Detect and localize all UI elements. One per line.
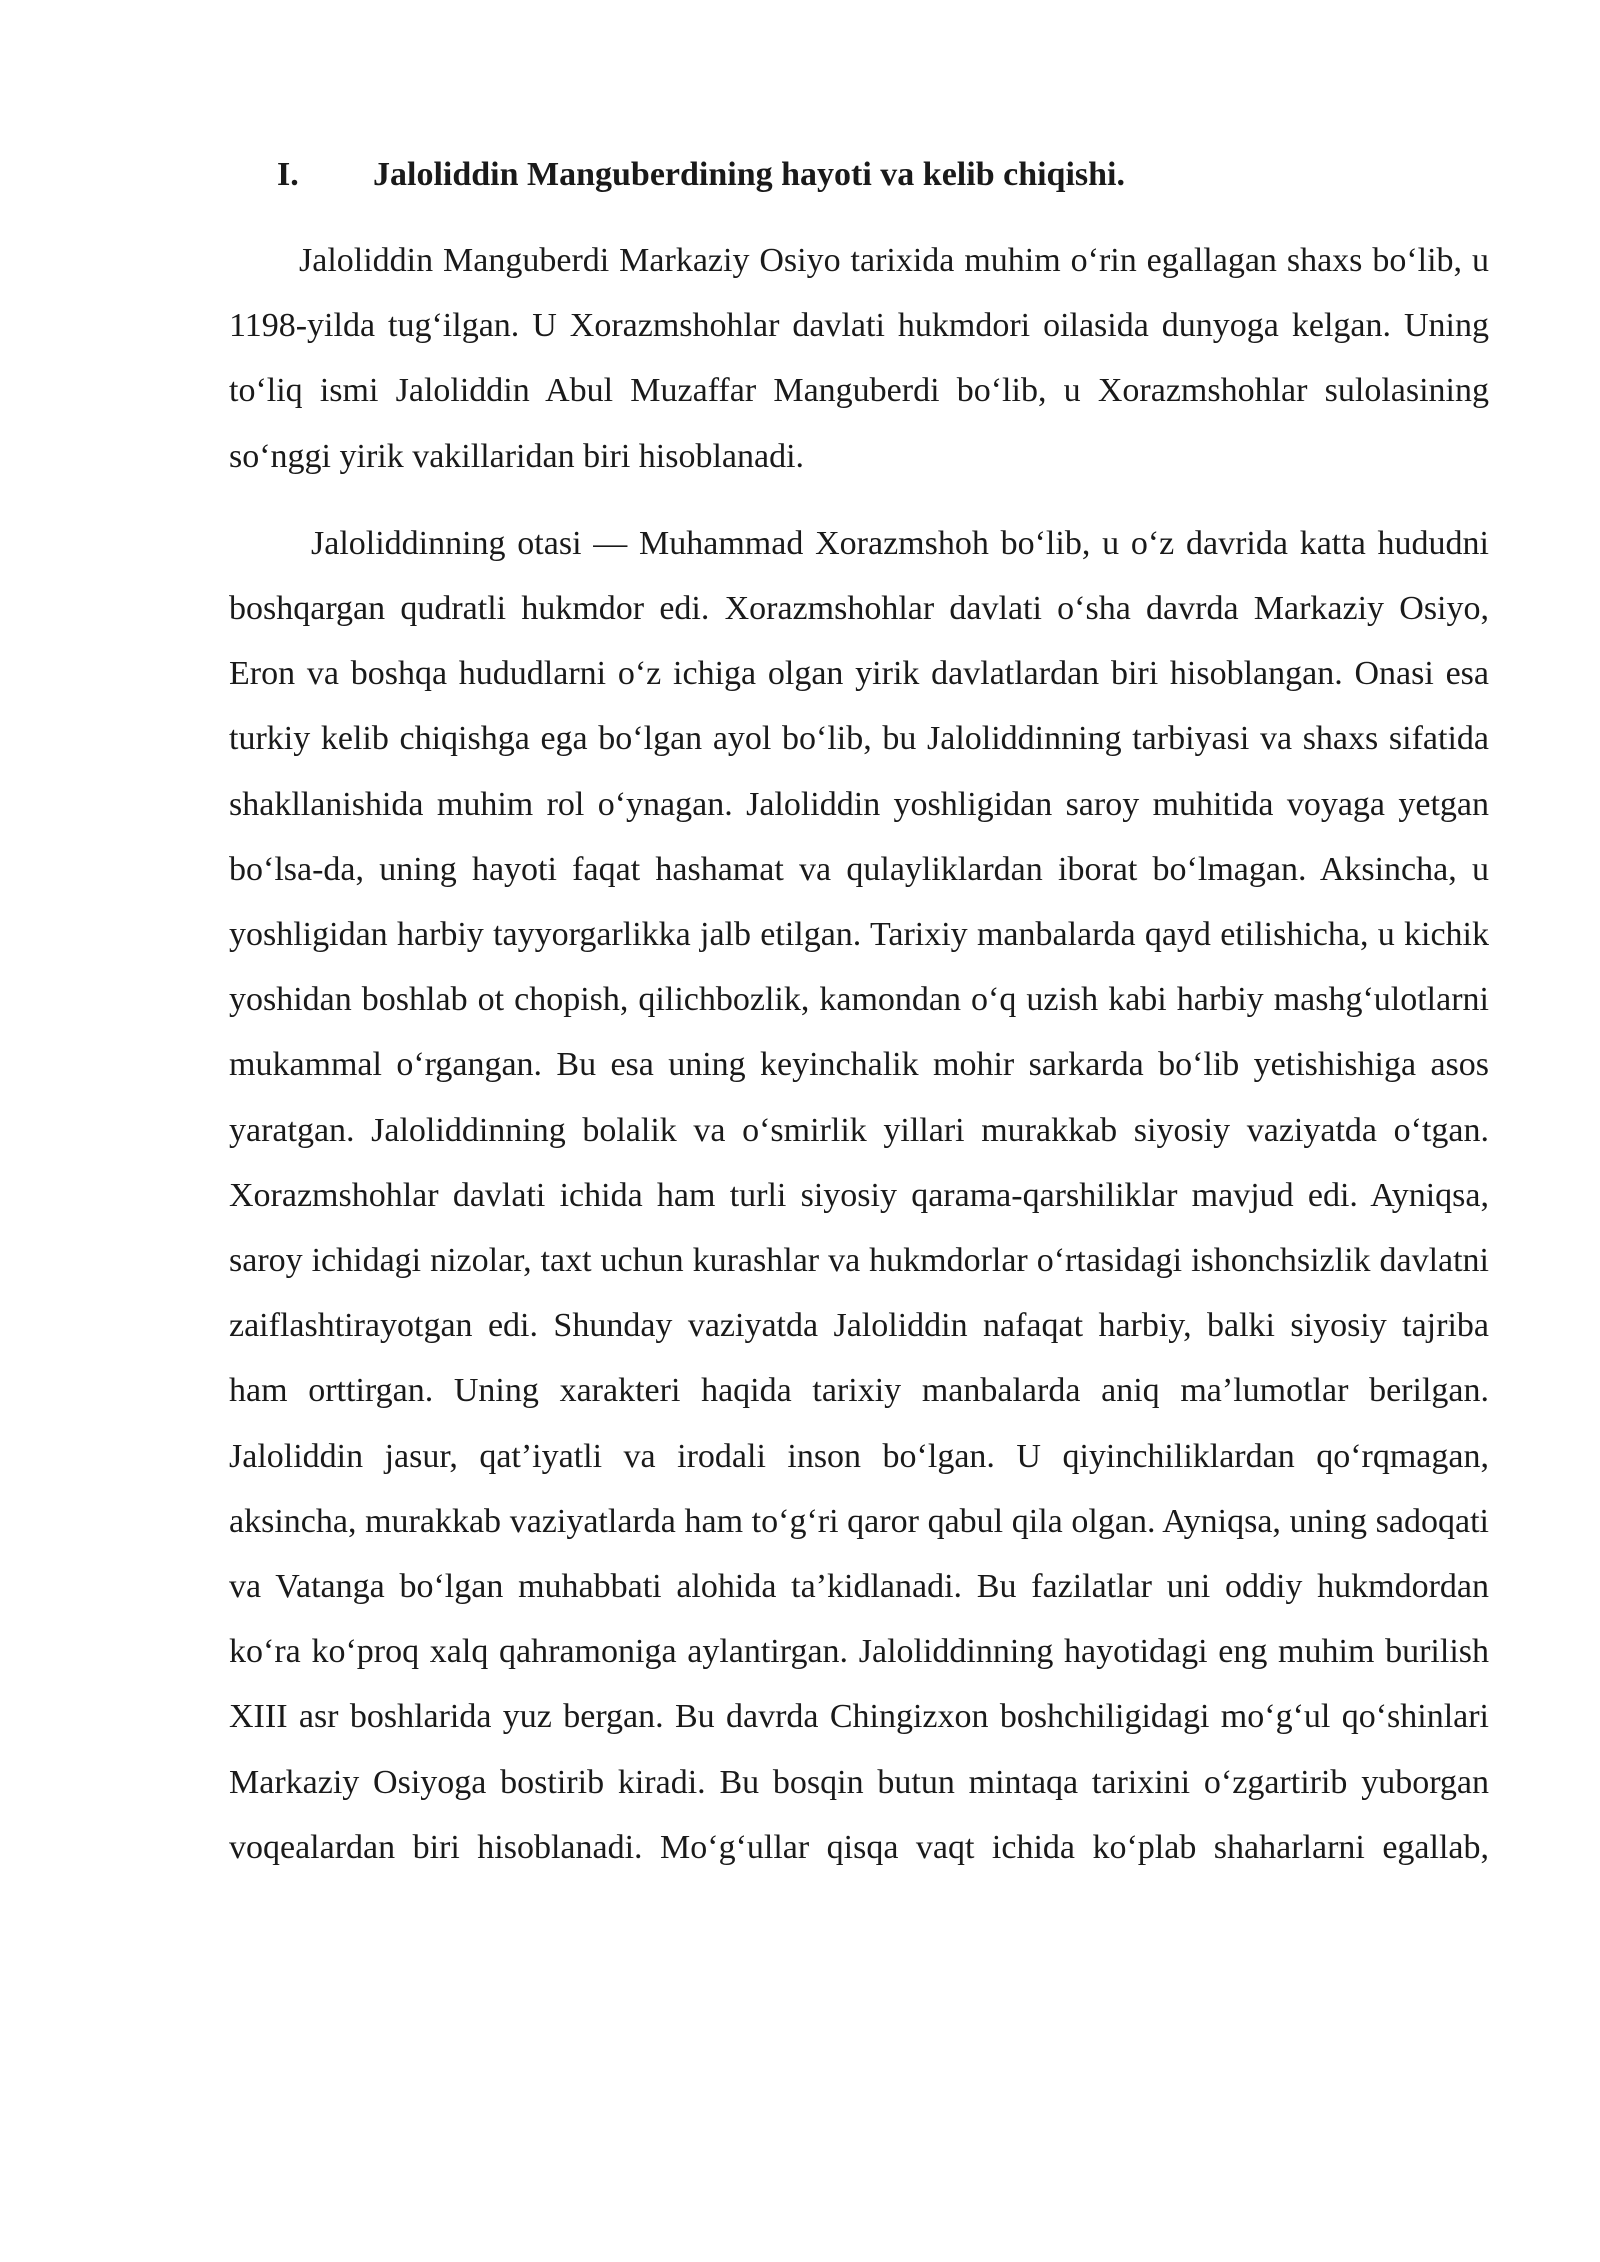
paragraph-intro: Jaloliddin Manguberdi Markaziy Osiyo tarixida muhim o‘rin egallagan shaxs bo‘lib, u 1198-yilda tug‘ilgan. U Xorazmshohlar davlati hukmdori oilasida dunyoga kelgan. Uning to‘liq ismi Jaloliddin Abul Muzaffar Manguberdi bo‘lib, u Xorazmshohlar sulolasining so‘nggi yirik vakillaridan biri hisoblanadi. [229, 242, 1489, 475]
paragraph-family: Jaloliddinning otasi — Muhammad Xorazmshoh bo‘lib, u o‘z davrida katta hududni boshqargan qudratli hukmdor edi. Xorazmshohlar davlati o‘sha davrda Markaziy Osiyo, Eron va boshqa hududlarni o‘z ichiga olgan yirik davlatlardan biri hisoblangan. Onasi esa turkiy kelib chiqishga ega bo‘lgan ayol bo‘lib, bu Jaloliddinning tarbiyasi va shaxs sifatida shakllanishida muhim rol o‘ynagan. Jaloliddin yoshligidan saroy muhitida voyaga yetgan bo‘lsa-da, uning hayoti faqat hashamat va qulayliklardan iborat bo‘lmagan. Aksincha, u yoshligidan harbiy tayyorgarlikka jalb etilgan. Tarixiy manbalarda qayd etilishicha, u kichik yoshidan boshlab ot chopish, qilichbozlik, kamondan o‘q uzish kabi harbiy mashg‘ulotlarni mukammal o‘rgangan. Bu esa uning keyinchalik mohir sarkarda bo‘lib yetishishiga asos yaratgan. Jaloliddinning bolalik va o‘smirlik yillari murakkab siyosiy vaziyatda o‘tgan. Xorazmshohlar davlati ichida ham turli siyosiy qarama-qarshiliklar mavjud edi. Ayniqsa, saroy ichidagi nizolar, taxt uchun kurashlar va hukmdorlar o‘rtasidagi ishonchsizlik davlatni zaiflashtirayotgan edi. Shunday vaziyatda Jaloliddin nafaqat harbiy, balki siyosiy tajriba ham orttirgan. Uning xarakteri haqida tarixiy manbalarda aniq ma’lumotlar berilgan. Jaloliddin jasur, qat’iyatli va irodali inson bo‘lgan. U qiyinchiliklardan qo‘rqmagan, aksincha, murakkab vaziyatlarda ham to‘g‘ri qaror qabul qila olgan. Ayniqsa, uning sadoqati va Vatanga bo‘lgan muhabbati alohida ta’kidlanadi. Bu fazilatlar uni oddiy hukmdordan ko‘ra ko‘proq xalq qahramoniga aylantirgan. Jaloliddinning hayotidagi eng muhim burilish XIII asr boshlarida yuz bergan. Bu davrda Chingizxon boshchiligidagi mo‘g‘ul qo‘shinlari Markaziy Osiyoga bostirib kiradi. Bu bosqin butun mintaqa tarixini o‘zgartirib yuborgan voqealardan biri hisoblanadi. Mo‘g‘ullar qisqa vaqt ichida ko‘plab shaharlarni egallab, [229, 524, 1489, 1866]
document-page [229, 150, 1489, 1902]
section-heading [229, 150, 1489, 200]
section-number: I. [277, 156, 299, 193]
section-title: Jaloliddin Manguberdining hayoti va kelib chiqishi. [373, 156, 1126, 193]
